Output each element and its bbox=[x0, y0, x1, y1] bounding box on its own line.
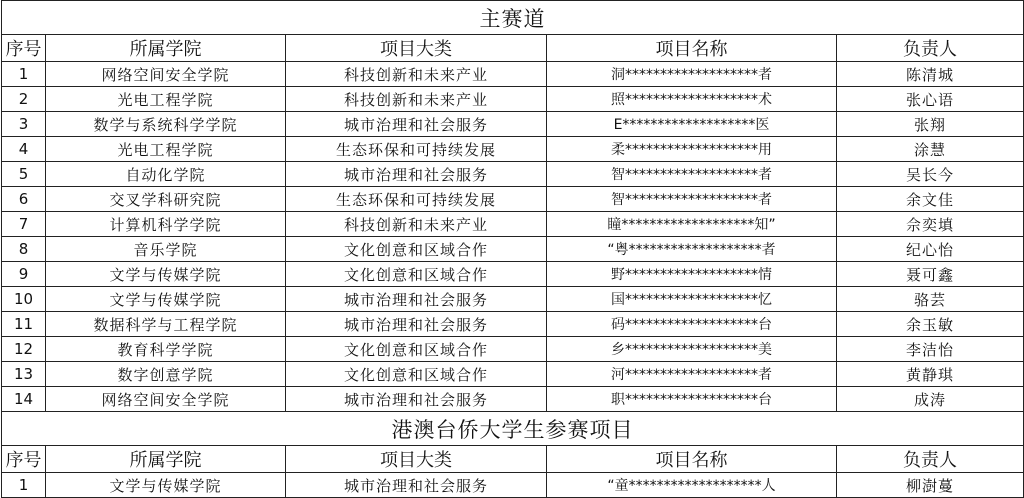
cell-serial-number: 9 bbox=[2, 262, 46, 287]
cell-project-category: 文化创意和区域合作 bbox=[286, 362, 547, 387]
cell-project-category: 城市治理和社会服务 bbox=[286, 473, 547, 498]
column-header-project-category: 项目大类 bbox=[286, 446, 547, 473]
table-body bbox=[2, 1, 1024, 498]
cell-college: 计算机科学学院 bbox=[46, 212, 286, 237]
cell-project-category: 科技创新和未来产业 bbox=[286, 212, 547, 237]
cell-project-name: 河*******************者 bbox=[547, 362, 837, 387]
table-row bbox=[2, 87, 1024, 112]
header-row bbox=[2, 446, 1024, 473]
cell-project-name: 野*******************情 bbox=[547, 262, 837, 287]
section-title-row bbox=[2, 412, 1024, 446]
table-row bbox=[2, 473, 1024, 498]
cell-serial-number: 4 bbox=[2, 137, 46, 162]
table-row bbox=[2, 112, 1024, 137]
table-row bbox=[2, 187, 1024, 212]
cell-college: 音乐学院 bbox=[46, 237, 286, 262]
cell-serial-number: 10 bbox=[2, 287, 46, 312]
cell-leader: 涂慧 bbox=[837, 137, 1024, 162]
cell-project-category: 城市治理和社会服务 bbox=[286, 112, 547, 137]
cell-college: 光电工程学院 bbox=[46, 137, 286, 162]
table-row bbox=[2, 237, 1024, 262]
cell-project-category: 城市治理和社会服务 bbox=[286, 287, 547, 312]
table-row bbox=[2, 212, 1024, 237]
header-row bbox=[2, 35, 1024, 62]
cell-leader: 成涛 bbox=[837, 387, 1024, 412]
cell-college: 光电工程学院 bbox=[46, 87, 286, 112]
cell-leader: 纪心怡 bbox=[837, 237, 1024, 262]
table-row bbox=[2, 362, 1024, 387]
cell-project-category: 文化创意和区域合作 bbox=[286, 237, 547, 262]
cell-college: 文学与传媒学院 bbox=[46, 262, 286, 287]
cell-leader: 黄静琪 bbox=[837, 362, 1024, 387]
column-header-college: 所属学院 bbox=[46, 446, 286, 473]
column-header-serial-number: 序号 bbox=[2, 446, 46, 473]
cell-serial-number: 13 bbox=[2, 362, 46, 387]
cell-project-name: 智*******************者 bbox=[547, 162, 837, 187]
cell-project-category: 文化创意和区域合作 bbox=[286, 337, 547, 362]
cell-leader: 佘奕填 bbox=[837, 212, 1024, 237]
cell-project-name: 柔*******************用 bbox=[547, 137, 837, 162]
cell-project-category: 科技创新和未来产业 bbox=[286, 87, 547, 112]
cell-leader: 聂可鑫 bbox=[837, 262, 1024, 287]
cell-leader: 余玉敏 bbox=[837, 312, 1024, 337]
cell-college: 数学与系统科学学院 bbox=[46, 112, 286, 137]
cell-serial-number: 2 bbox=[2, 87, 46, 112]
cell-leader: 李洁怡 bbox=[837, 337, 1024, 362]
cell-project-name: 照*******************术 bbox=[547, 87, 837, 112]
cell-project-name: 职*******************台 bbox=[547, 387, 837, 412]
cell-project-name: 洞*******************者 bbox=[547, 62, 837, 87]
cell-leader: 柳澍蔓 bbox=[837, 473, 1024, 498]
column-header-leader: 负责人 bbox=[837, 35, 1024, 62]
cell-leader: 张翔 bbox=[837, 112, 1024, 137]
cell-leader: 陈清城 bbox=[837, 62, 1024, 87]
column-header-leader: 负责人 bbox=[837, 446, 1024, 473]
column-header-project-category: 项目大类 bbox=[286, 35, 547, 62]
cell-project-category: 文化创意和区域合作 bbox=[286, 262, 547, 287]
cell-project-category: 城市治理和社会服务 bbox=[286, 312, 547, 337]
cell-serial-number: 8 bbox=[2, 237, 46, 262]
cell-serial-number: 14 bbox=[2, 387, 46, 412]
table-row bbox=[2, 137, 1024, 162]
cell-college: 数字创意学院 bbox=[46, 362, 286, 387]
cell-leader: 骆芸 bbox=[837, 287, 1024, 312]
cell-college: 教育科学学院 bbox=[46, 337, 286, 362]
cell-serial-number: 11 bbox=[2, 312, 46, 337]
column-header-serial-number: 序号 bbox=[2, 35, 46, 62]
table-row bbox=[2, 387, 1024, 412]
table-row bbox=[2, 287, 1024, 312]
cell-college: 数据科学与工程学院 bbox=[46, 312, 286, 337]
cell-project-category: 生态环保和可持续发展 bbox=[286, 187, 547, 212]
cell-project-category: 城市治理和社会服务 bbox=[286, 162, 547, 187]
project-table bbox=[1, 0, 1024, 498]
table-row bbox=[2, 312, 1024, 337]
column-header-college: 所属学院 bbox=[46, 35, 286, 62]
cell-college: 自动化学院 bbox=[46, 162, 286, 187]
cell-college: 文学与传媒学院 bbox=[46, 473, 286, 498]
cell-leader: 吴长今 bbox=[837, 162, 1024, 187]
cell-project-name: 乡*******************美 bbox=[547, 337, 837, 362]
cell-college: 网络空间安全学院 bbox=[46, 62, 286, 87]
cell-serial-number: 7 bbox=[2, 212, 46, 237]
cell-project-category: 生态环保和可持续发展 bbox=[286, 137, 547, 162]
cell-project-category: 城市治理和社会服务 bbox=[286, 387, 547, 412]
cell-project-name: E*******************医 bbox=[547, 112, 837, 137]
cell-college: 网络空间安全学院 bbox=[46, 387, 286, 412]
spreadsheet bbox=[1, 0, 1023, 498]
cell-serial-number: 3 bbox=[2, 112, 46, 137]
cell-project-name: 国*******************忆 bbox=[547, 287, 837, 312]
section-title: 港澳台侨大学生参赛项目 bbox=[2, 412, 1024, 446]
cell-serial-number: 1 bbox=[2, 62, 46, 87]
cell-project-name: “童*******************人 bbox=[547, 473, 837, 498]
table-row bbox=[2, 262, 1024, 287]
table-row bbox=[2, 162, 1024, 187]
cell-project-name: 码*******************台 bbox=[547, 312, 837, 337]
section-title: 主赛道 bbox=[2, 1, 1024, 35]
column-header-project-name: 项目名称 bbox=[547, 446, 837, 473]
cell-project-name: 智*******************者 bbox=[547, 187, 837, 212]
table-row bbox=[2, 337, 1024, 362]
cell-leader: 张心语 bbox=[837, 87, 1024, 112]
cell-project-name: “粤*******************者 bbox=[547, 237, 837, 262]
cell-college: 文学与传媒学院 bbox=[46, 287, 286, 312]
cell-serial-number: 1 bbox=[2, 473, 46, 498]
cell-serial-number: 5 bbox=[2, 162, 46, 187]
column-header-project-name: 项目名称 bbox=[547, 35, 837, 62]
cell-leader: 余文佳 bbox=[837, 187, 1024, 212]
table-row bbox=[2, 62, 1024, 87]
cell-serial-number: 6 bbox=[2, 187, 46, 212]
cell-project-name: 瞳*******************知” bbox=[547, 212, 837, 237]
cell-project-category: 科技创新和未来产业 bbox=[286, 62, 547, 87]
cell-serial-number: 12 bbox=[2, 337, 46, 362]
cell-college: 交叉学科研究院 bbox=[46, 187, 286, 212]
section-title-row bbox=[2, 1, 1024, 35]
